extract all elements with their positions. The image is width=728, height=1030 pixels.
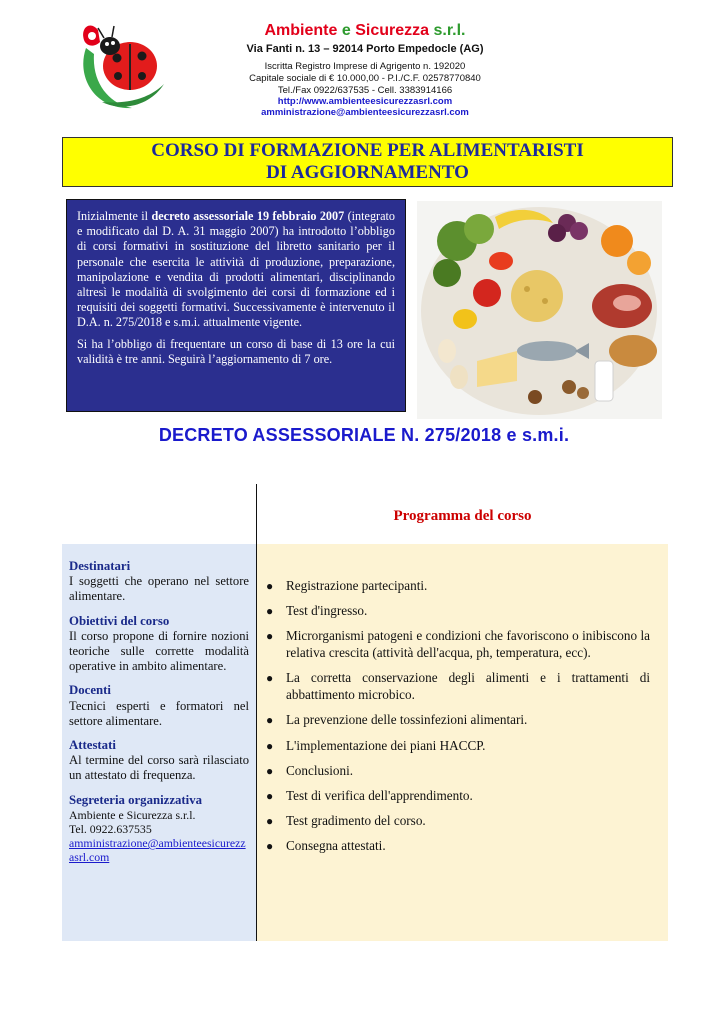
bullet-icon: ● <box>266 629 274 644</box>
program-item-text: La prevenzione delle tossinfezioni alimentari. <box>286 712 528 728</box>
company-capital: Capitale sociale di € 10.000,00 - P.I./C.F. 02578770840 <box>249 73 481 84</box>
program-item-text: La corretta conservazione degli alimenti e i trattamenti di abbattimento microbico. <box>286 670 650 703</box>
recipients-text: I soggetti che operano nel settore alimentare. <box>69 574 249 604</box>
program-item <box>263 603 650 620</box>
objectives-title: Obiettivi del corso <box>69 613 170 628</box>
company-name-part3: Sicurezza <box>355 22 430 39</box>
table-divider <box>256 484 257 941</box>
bullet-icon: ● <box>266 579 274 593</box>
ladybug-logo-icon <box>72 14 172 114</box>
program-item <box>263 788 650 805</box>
program-item-text: Test gradimento del corso. <box>286 813 426 829</box>
certificates-title: Attestati <box>69 738 116 753</box>
objectives-text: Il corso propone di fornire nozioni teoriche sulle corrette modalità operative in ambito alimentare. <box>69 628 249 674</box>
office-email-link[interactable]: amministrazione@ambienteesicurezzasrl.com <box>69 836 246 865</box>
bullet-icon: ● <box>266 738 274 753</box>
course-title-banner <box>62 137 673 187</box>
program-item-text: Test d'ingresso. <box>286 603 368 619</box>
food-assortment-image <box>417 201 662 419</box>
teachers-title: Docenti <box>69 683 111 698</box>
bullet-icon: ● <box>266 814 274 829</box>
program-item <box>263 578 650 595</box>
program-item-text: Consegna attestati. <box>286 838 386 854</box>
company-phone: Tel./Fax 0922/637535 - Cell. 3383914166 <box>277 85 453 96</box>
course-title-line2: DI AGGIORNAMENTO <box>266 162 469 183</box>
office-title: Segreteria organizzativa <box>69 792 203 807</box>
program-item-text: L'implementazione dei piani HACCP. <box>286 737 486 753</box>
intro-decree-bold: decreto assessoriale 19 febbraio 2007 <box>151 209 345 223</box>
decree-title: DECRETO ASSESSORIALE N. 275/2018 e s.m.i. <box>158 425 570 445</box>
intro-text-a: Inizialmente il <box>77 209 152 223</box>
program-item-text: Test di verifica dell'apprendimento. <box>286 787 473 803</box>
company-address: Via Fanti n. 13 – 92014 Porto Empedocle (AG) <box>246 43 484 55</box>
company-website-link[interactable]: http://www.ambienteesicurezzasrl.com <box>277 96 453 107</box>
program-item-text: Conclusioni. <box>286 762 354 778</box>
company-name-part1: Ambiente <box>264 22 338 39</box>
course-title-line1: CORSO DI FORMAZIONE PER ALIMENTARISTI <box>151 140 584 161</box>
bullet-icon: ● <box>266 671 274 686</box>
program-item <box>263 738 650 755</box>
program-item <box>263 670 650 704</box>
program-item-text: Registrazione partecipanti. <box>286 578 428 593</box>
program-item <box>263 763 650 780</box>
office-company: Ambiente e Sicurezza s.r.l. <box>69 807 196 822</box>
intro-text-b: (integrato e modificato dal D. A. 31 maggio 2007) ha introdotto l’obbligo di corsi formativi in sostituzione del libretto sanitario per il personale che esercita le attività di produzione, preparazione, manipolazione e vendita di prodotti alimentari, disciplinando altresì le modalità di svolgimento dei corsi di formazione ed i requisiti dei soggetti formativi. Successivamente è intervenuto il D.A. n. 275/2018 e s.m.i. attualmente vigente. <box>77 209 395 330</box>
program-item <box>263 813 650 830</box>
bullet-icon: ● <box>266 763 274 778</box>
bullet-icon: ● <box>266 788 274 803</box>
company-registry: Iscritta Registro Imprese di Agrigento n. 192020 <box>264 61 466 72</box>
bullet-icon: ● <box>266 604 274 619</box>
company-name-part4: s.r.l. <box>433 22 466 39</box>
recipients-title: Destinatari <box>69 559 131 573</box>
bullet-icon: ● <box>266 839 274 854</box>
intro-paragraph-1 <box>77 209 395 331</box>
course-info-sections <box>69 559 249 865</box>
program-item <box>263 712 650 729</box>
teachers-text: Tecnici esperti e formatori nel settore alimentare. <box>69 698 249 728</box>
program-item <box>263 628 650 662</box>
program-title: Programma del corso <box>393 508 532 524</box>
company-name <box>200 22 530 40</box>
intro-box <box>66 199 406 412</box>
certificates-text: Al termine del corso sarà rilasciato un attestato di frequenza. <box>69 753 249 783</box>
office-phone: Tel. 0922.637535 <box>69 822 152 837</box>
program-item <box>263 838 650 855</box>
program-item-text: Microrganismi patogeni e condizioni che favoriscono o inibiscono la relativa crescita (attività dell'acqua, ph, temperatura, ecc). <box>286 628 650 661</box>
company-email-link[interactable]: amministrazione@ambienteesicurezzasrl.com <box>261 107 469 118</box>
bullet-icon: ● <box>266 713 274 728</box>
company-name-part2: e <box>341 22 351 39</box>
program-list <box>263 578 650 863</box>
intro-paragraph-2: Si ha l’obbligo di frequentare un corso di base di 13 ore la cui validità è tre anni. Seguirà l’aggiornamento di 7 ore. <box>77 336 395 366</box>
